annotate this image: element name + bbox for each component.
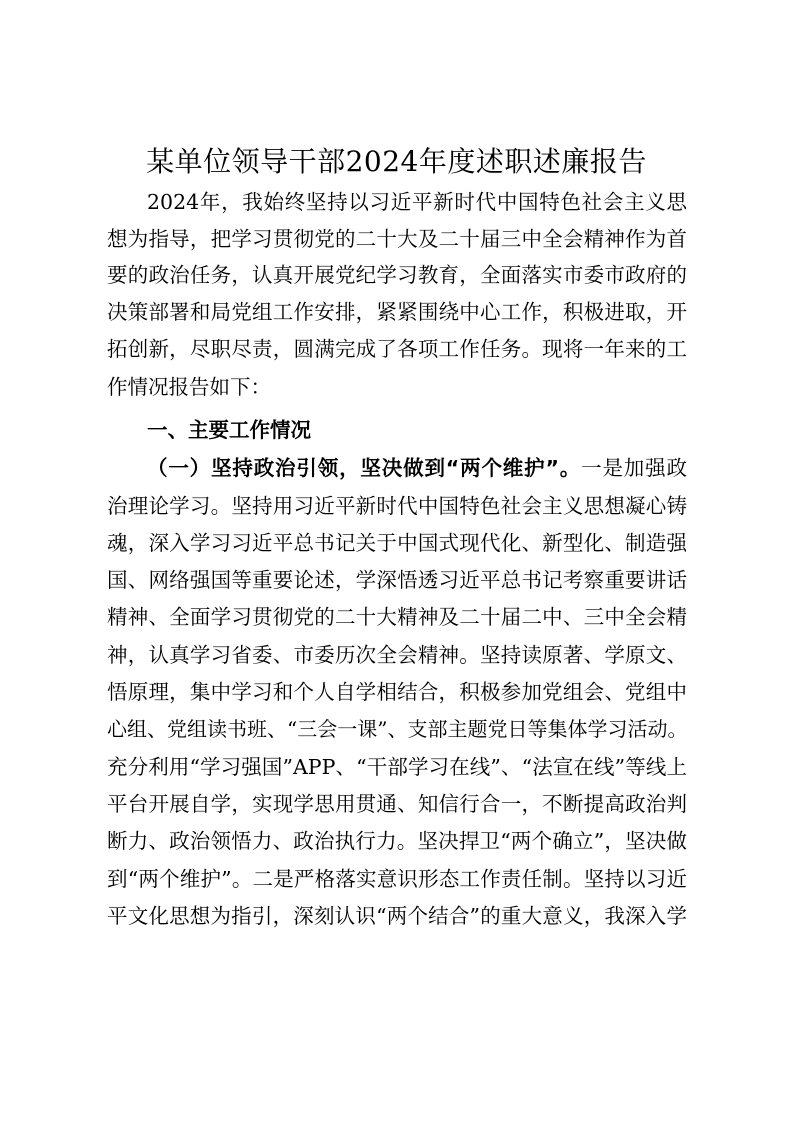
section-heading: 一、主要工作情况 bbox=[147, 418, 311, 442]
subsection-first-line-rest: 一是加强政 bbox=[581, 456, 687, 480]
intro-line-2: 想为指导，把学习贯彻党的二十大及二十届三中全会精神作为首 bbox=[107, 227, 687, 251]
intro-line-3: 要的政治任务，认真开展党纪学习教育，全面落实市委市政府的 bbox=[107, 263, 687, 287]
document-title: 某单位领导干部2024年度述职述廉报告 bbox=[146, 145, 647, 178]
subsection-lead: （一）坚持政治引领，坚决做到“两个维护”。 bbox=[147, 456, 582, 480]
body-line-7: 心组、党组读书班、“三会一课”、支部主题党日等集体学习活动。 bbox=[107, 717, 687, 741]
body-line-8: 充分利用“学习强国”APP、“干部学习在线”、“法宣在线”等线上 bbox=[107, 755, 687, 779]
body-line-2: 魂，深入学习习近平总书记关于中国式现代化、新型化、制造强 bbox=[107, 531, 687, 555]
body-line-9: 平台开展自学，实现学思用贯通、知信行合一，不断提高政治判 bbox=[107, 792, 687, 816]
intro-line-6: 作情况报告如下： bbox=[107, 375, 271, 399]
body-line-3: 国、网络强国等重要论述，学深悟透习近平总书记考察重要讲话 bbox=[107, 568, 687, 592]
body-line-10: 断力、政治领悟力、政治执行力。坚决捍卫“两个确立”，坚决做 bbox=[107, 829, 687, 853]
intro-line-1: 2024年，我始终坚持以习近平新时代中国特色社会主义思 bbox=[147, 190, 687, 214]
body-line-5: 神，认真学习省委、市委历次全会精神。坚持读原著、学原文、 bbox=[107, 643, 687, 667]
body-line-1: 治理论学习。坚持用习近平新时代中国特色社会主义思想凝心铸 bbox=[107, 494, 687, 518]
body-line-11: 到“两个维护”。二是严格落实意识形态工作责任制。坚持以习近 bbox=[107, 867, 687, 891]
body-line-4: 精神、全面学习贯彻党的二十大精神及二十届二中、三中全会精 bbox=[107, 605, 687, 629]
body-line-6: 悟原理，集中学习和个人自学相结合，积极参加党组会、党组中 bbox=[107, 680, 687, 704]
intro-line-4: 决策部署和局党组工作安排，紧紧围绕中心工作，积极进取，开 bbox=[107, 300, 687, 324]
subsection-first-line bbox=[147, 453, 687, 483]
body-line-12: 平文化思想为指引，深刻认识“两个结合”的重大意义，我深入学 bbox=[107, 904, 687, 928]
intro-line-5: 拓创新，尽职尽责，圆满完成了各项工作任务。现将一年来的工 bbox=[107, 337, 687, 361]
